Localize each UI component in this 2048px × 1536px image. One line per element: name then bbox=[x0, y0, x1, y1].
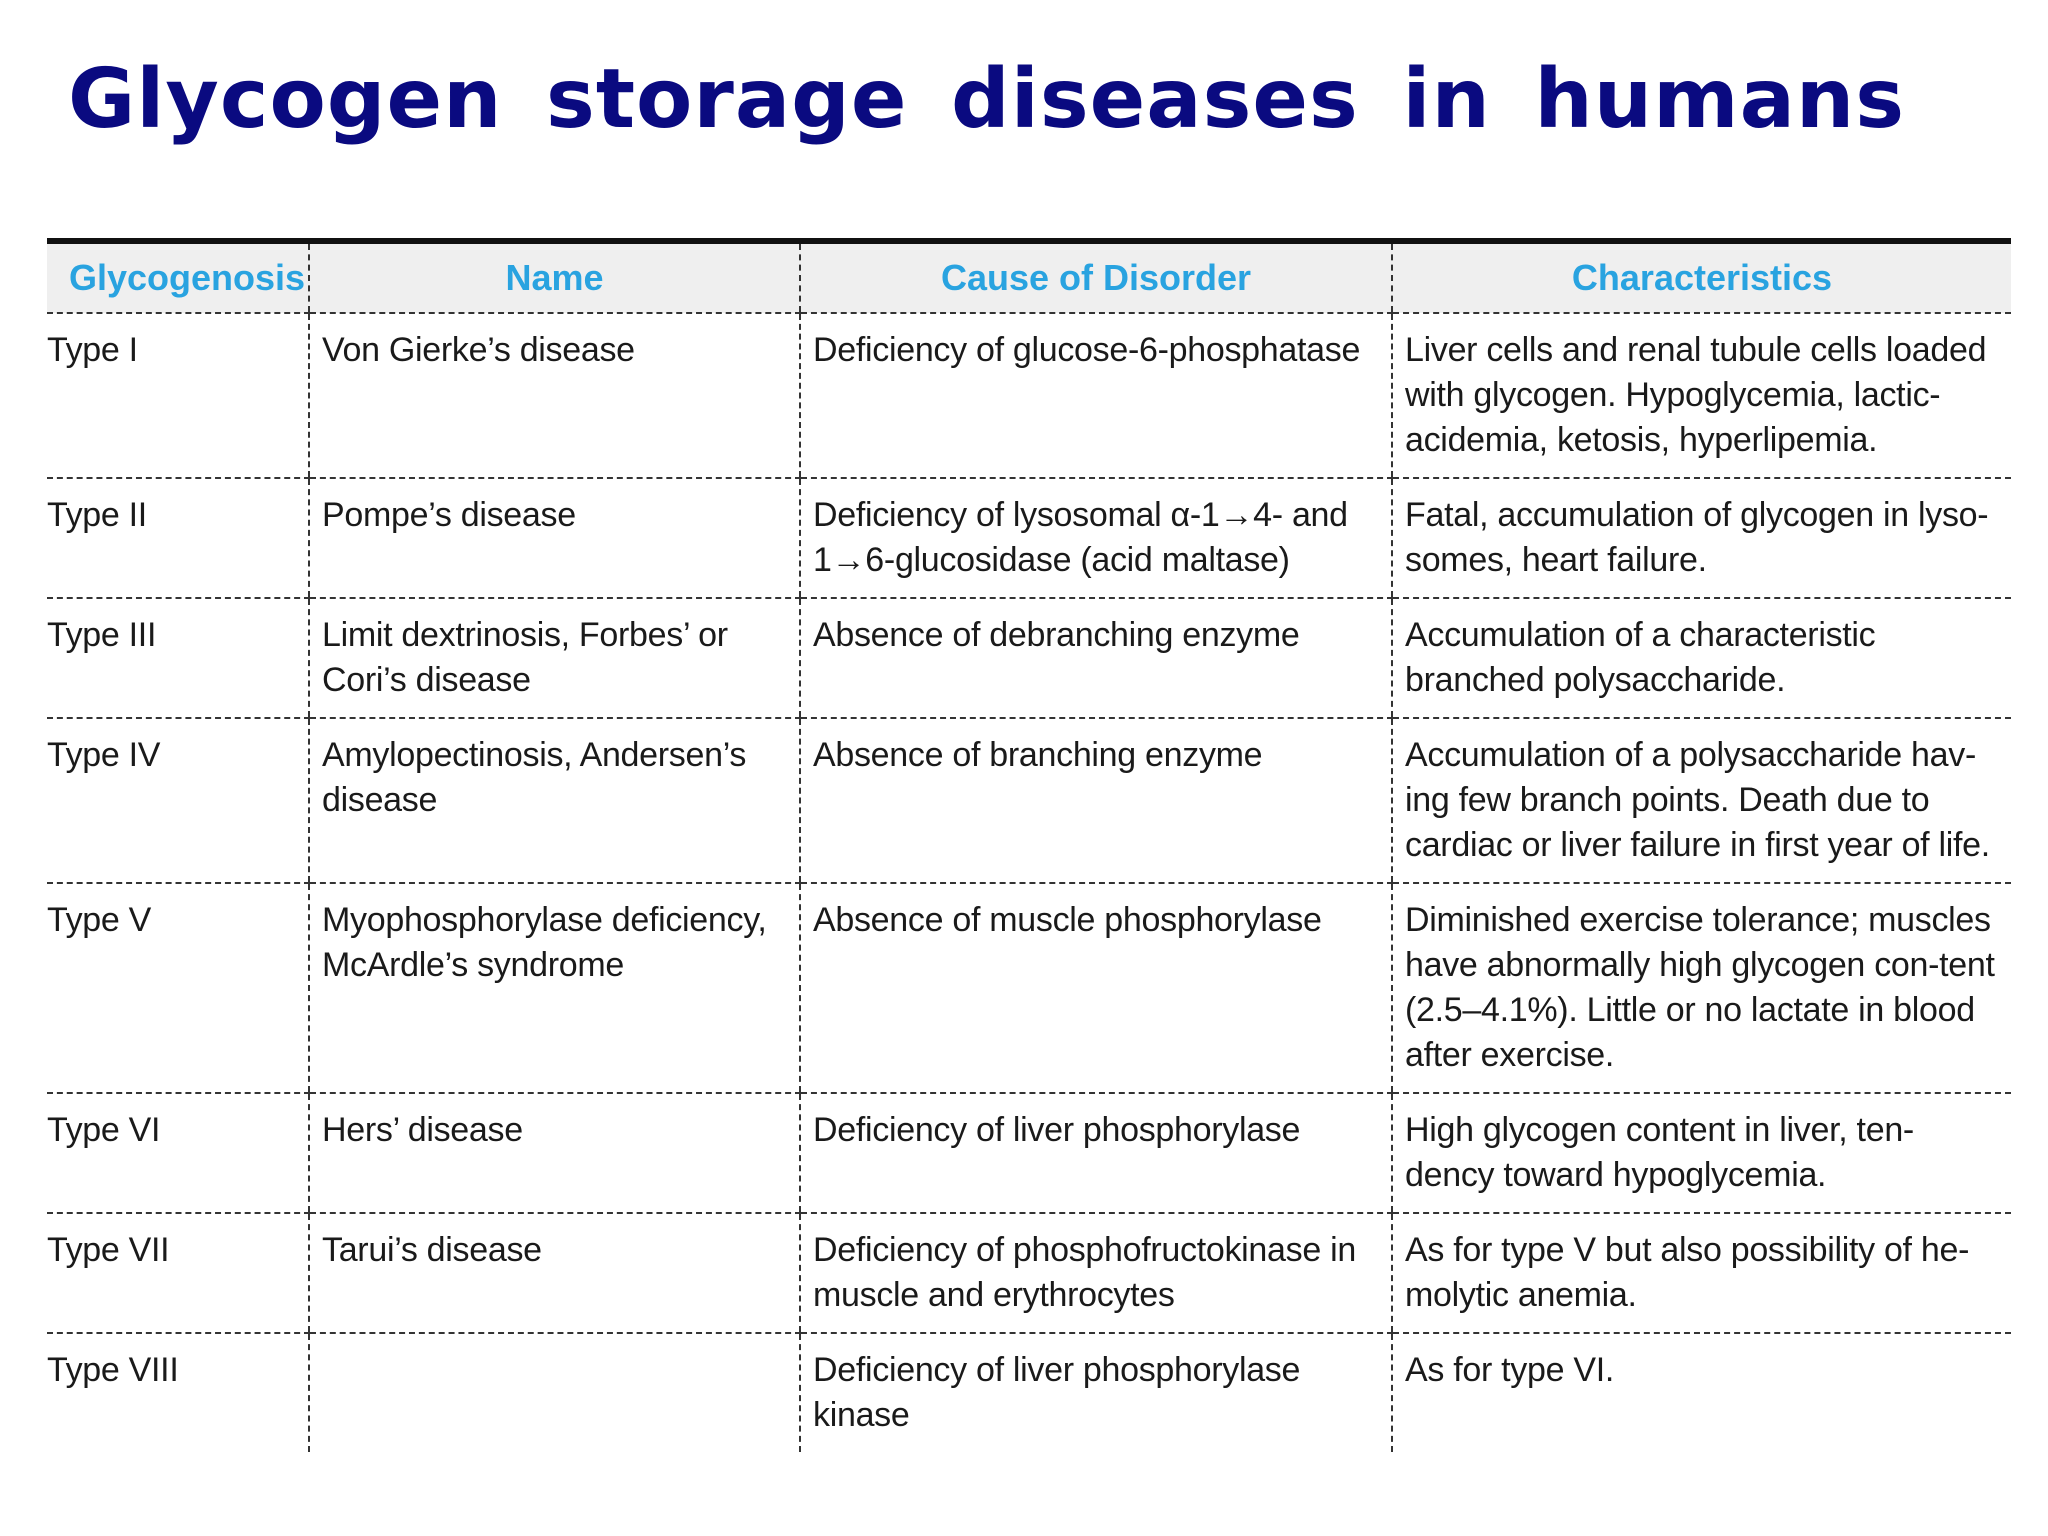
cell-name bbox=[309, 1333, 800, 1452]
cell-characteristics: As for type V but also possibility of he-molytic anemia. bbox=[1392, 1213, 2011, 1333]
table-row bbox=[47, 313, 2011, 478]
cell-name: Tarui’s disease bbox=[309, 1213, 800, 1333]
cell-type: Type IV bbox=[47, 718, 309, 883]
cell-characteristics: Accumulation of a polysaccharide hav-ing few branch points. Death due to cardiac or liver failure in first year of life. bbox=[1392, 718, 2011, 883]
cell-characteristics: As for type VI. bbox=[1392, 1333, 2011, 1452]
cell-cause: Deficiency of lysosomal α-1→4- and 1→6-glucosidase (acid maltase) bbox=[800, 478, 1392, 598]
cell-type: Type II bbox=[47, 478, 309, 598]
table-row bbox=[47, 1093, 2011, 1213]
table-row bbox=[47, 1333, 2011, 1452]
cell-name: Myophosphorylase deficiency, McArdle’s syndrome bbox=[309, 883, 800, 1093]
cell-type: Type III bbox=[47, 598, 309, 718]
header-name: Name bbox=[309, 244, 800, 313]
cell-cause: Deficiency of liver phosphorylase bbox=[800, 1093, 1392, 1213]
cell-type: Type I bbox=[47, 313, 309, 478]
cell-characteristics: High glycogen content in liver, ten-dency toward hypoglycemia. bbox=[1392, 1093, 2011, 1213]
cell-type: Type VI bbox=[47, 1093, 309, 1213]
cell-type: Type V bbox=[47, 883, 309, 1093]
glycogenosis-table bbox=[47, 244, 2011, 1452]
cell-name: Amylopectinosis, Andersen’s disease bbox=[309, 718, 800, 883]
cell-type: Type VII bbox=[47, 1213, 309, 1333]
page-title: Glycogen storage diseases in humans bbox=[68, 52, 1906, 147]
cell-characteristics: Liver cells and renal tubule cells loaded with glycogen. Hypoglycemia, lactic-acidemia, ketosis, hyperlipemia. bbox=[1392, 313, 2011, 478]
cell-name: Pompe’s disease bbox=[309, 478, 800, 598]
table-row bbox=[47, 718, 2011, 883]
glycogenosis-table-container bbox=[47, 238, 2011, 1452]
table-header-row bbox=[47, 244, 2011, 313]
header-glycogenosis: Glycogenosis bbox=[47, 244, 309, 313]
cell-characteristics: Accumulation of a characteristic branched polysaccharide. bbox=[1392, 598, 2011, 718]
cell-cause: Deficiency of phosphofructokinase in muscle and erythrocytes bbox=[800, 1213, 1392, 1333]
header-characteristics: Characteristics bbox=[1392, 244, 2011, 313]
table-row bbox=[47, 598, 2011, 718]
table-row bbox=[47, 883, 2011, 1093]
cell-name: Von Gierke’s disease bbox=[309, 313, 800, 478]
cell-cause: Deficiency of glucose-6-phosphatase bbox=[800, 313, 1392, 478]
cell-name: Hers’ disease bbox=[309, 1093, 800, 1213]
cell-cause: Deficiency of liver phosphorylase kinase bbox=[800, 1333, 1392, 1452]
cell-cause: Absence of branching enzyme bbox=[800, 718, 1392, 883]
header-cause: Cause of Disorder bbox=[800, 244, 1392, 313]
cell-cause: Absence of muscle phosphorylase bbox=[800, 883, 1392, 1093]
cell-cause: Absence of debranching enzyme bbox=[800, 598, 1392, 718]
cell-name: Limit dextrinosis, Forbes’ or Cori’s disease bbox=[309, 598, 800, 718]
table-row bbox=[47, 478, 2011, 598]
cell-type: Type VIII bbox=[47, 1351, 179, 1389]
cell-characteristics: Diminished exercise tolerance; muscles have abnormally high glycogen con-tent (2.5–4.1%). Little or no lactate in blood after exercise. bbox=[1392, 883, 2011, 1093]
table-row bbox=[47, 1213, 2011, 1333]
cell-characteristics: Fatal, accumulation of glycogen in lyso-somes, heart failure. bbox=[1392, 478, 2011, 598]
